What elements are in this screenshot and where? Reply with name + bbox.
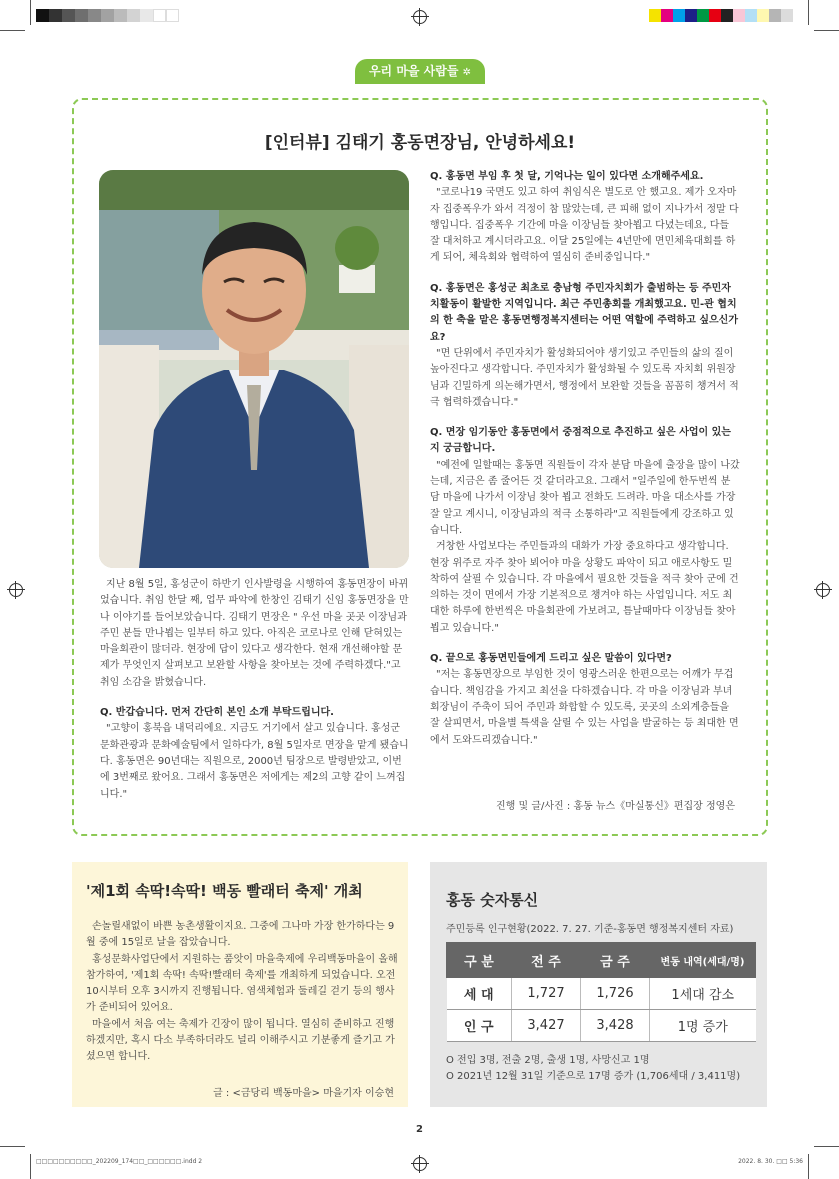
population-table bbox=[446, 942, 756, 1042]
answer-4a: "예전에 일할때는 홍동면 직원들이 각자 분담 마을에 출장을 많이 나갔는데, 지금은 좀 줄어든 것 같더라고요. 그래서 "일주일에 한두번씩 분담 마을에 나가서 이장님 찾아 뵙고 전화도 드려라. 마을 대소사를 가장 잘 알고 계시니, 이장님과의 적극 소통하라"고 직원들에게 강조하고 있습니다. bbox=[430, 459, 740, 536]
intro-paragraph: 지난 8월 5일, 홍성군이 하반기 인사발령을 시행하여 홍동면장이 바뀌었습니다. 취임 한달 째, 업무 파악에 한창인 김태기 신임 홍동면장을 만나 이야기를 들어보았습니다. 김태기 면장은 " 우선 마을 곳곳 이장님과 주민 분들 만나뵙는 일부터 하고 있다. 아직은 코로나로 인해 닫혀있는 마을회관이 많더라. 현장에 답이 있다고 생각한다. 현재 개선해야할 문제가 무엇인지 살펴보고 보완할 사항을 찾아보는 것에 주력하겠다."고 취임 소감을 밝혔습니다. bbox=[100, 579, 409, 688]
table-cell: 1,727 bbox=[512, 978, 581, 1010]
answer-3: "면 단위에서 주민자치가 활성화되어야 생기있고 주민들의 삶의 질이 높아진다고 생각합니다. 주민자치가 활성화될 수 있도록 자치회 위원장님과 긴밀하게 의논해가면서, 행정에서 보완할 것들을 꼼꼼히 챙겨서 적극 협력하겠습니다." bbox=[430, 347, 739, 408]
section-tag-label: 우리 마을 사람들 bbox=[368, 64, 459, 78]
table-header-cell: 전 주 bbox=[512, 943, 581, 978]
festival-body bbox=[86, 919, 398, 1066]
numbers-note: O 전입 3명, 전출 2명, 출생 1명, 사망신고 1명 bbox=[446, 1055, 650, 1066]
table-row bbox=[447, 978, 756, 1010]
numbers-title: 홍동 숫자통신 bbox=[446, 891, 539, 909]
answer-5: "저는 홍동면장으로 부임한 것이 영광스러운 한편으로는 어깨가 무겁습니다. 책임감을 가지고 최선을 다하겠습니다. 각 마을 이장님과 부녀회장님이 주축이 되어 주민과 화합할 수 있도록, 곳곳의 소외계층들을 잘 살피면서, 마을별 특색을 살릴 수 있는 사업을 발굴하는 등 최대한 면에서 도와드리겠습니다." bbox=[430, 669, 739, 746]
table-header-cell: 변동 내역(세대/명) bbox=[650, 943, 756, 978]
answer-2: "코로나19 국면도 있고 하여 취임식은 별도로 안 했고요. 제가 오자마자 집중폭우가 와서 걱정이 참 많았는데, 큰 피해 없이 지나가서 정말 다행입니다. 집중폭우 기간에 마을 이장님들 찾아뵙고 다녔는데요, 다들 잘 대처하고 계시더라고요. 이달 25일에는 4년만에 면민체육대회를 하게 되어, 체육회와 협력하여 열심히 준비중입니다." bbox=[430, 187, 739, 264]
table-cell: 1세대 감소 bbox=[650, 978, 756, 1010]
registration-mark-top bbox=[413, 10, 427, 24]
article-right-column bbox=[430, 169, 740, 749]
table-cell: 1명 증가 bbox=[650, 1010, 756, 1042]
date-slug: 2022. 8. 30. □□ 5:36 bbox=[738, 1158, 803, 1165]
article-left-column bbox=[100, 577, 410, 803]
portrait-illustration bbox=[99, 170, 409, 568]
registration-mark-left bbox=[9, 583, 23, 597]
numbers-box bbox=[430, 862, 767, 1107]
question-2: Q. 홍동면 부임 후 첫 달, 기억나는 일이 있다면 소개해주세요. bbox=[430, 171, 704, 182]
question-5: Q. 끝으로 홍동면민들에게 드리고 싶은 말씀이 있다면? bbox=[430, 653, 672, 665]
festival-paragraph: 손놀릴새없이 바쁜 농촌생활이지요. 그중에 그나마 가장 한가하다는 9월 중에 15일로 날을 잡았습니다. bbox=[86, 921, 395, 949]
registration-mark-bottom bbox=[413, 1157, 427, 1171]
page-number: 2 bbox=[416, 1124, 423, 1135]
section-tag bbox=[355, 59, 485, 84]
file-slug: □□□□□□□□□□_202209_174□□_□□□□□□.indd 2 bbox=[36, 1158, 203, 1165]
table-cell: 3,428 bbox=[581, 1010, 650, 1042]
table-cell: 인 구 bbox=[447, 1010, 512, 1042]
table-header-row bbox=[447, 943, 756, 978]
table-header-cell: 금 주 bbox=[581, 943, 650, 978]
question-1: Q. 반갑습니다. 먼저 간단히 본인 소개 부탁드립니다. bbox=[100, 707, 334, 719]
festival-paragraph: 홍성문화사업단에서 지원하는 품앗이 마을축제에 우리백동마을이 올해 참가하여, '제1회 속딱! 속딱!빨래터 축제'를 개최하게 되었습니다. 오전 10시부터 오후 3시까지 진행됩니다. 염색체험과 둘레길 걷기 등의 행사가 준비되어 있어요. bbox=[86, 953, 398, 1014]
festival-title: '제1회 속딱!속딱! 백동 빨래터 축제' 개최 bbox=[86, 882, 363, 900]
question-3: Q. 홍동면은 홍성군 최초로 충남형 주민자치회가 출범하는 등 주민자치활동이 활발한 지역입니다. 최근 주민총회를 개최했고요. 민-관 협치의 한 축을 맡은 홍동면행정복지센터는 어떤 역할에 주력하고 싶으신가요? bbox=[430, 282, 738, 343]
table-row bbox=[447, 1010, 756, 1042]
festival-signature: 글 : <금당리 백동마을> 마을기자 이승현 bbox=[213, 1088, 394, 1099]
answer-4b: 거창한 사업보다는 주민들과의 대화가 가장 중요하다고 생각합니다. 현장 위주로 자주 찾아 뵈어야 마을 상황도 파악이 되고 애로사항도 밀착하여 살필 수 있습니다. 각 마을에서 필요한 것들을 적극 찾아 군에 건의하는 것이 면에서 가장 기본적으로 챙겨야 하는 사업입니다. 저도 최대한 하루에 한번씩은 마을회관에 가보려고, 틈날때마다 이장님들 찾아뵙고 있습니다." bbox=[430, 541, 739, 634]
table-cell: 세 대 bbox=[447, 978, 512, 1010]
table-header-cell: 구 분 bbox=[447, 943, 512, 978]
festival-box bbox=[72, 862, 408, 1107]
interview-photo bbox=[99, 170, 409, 568]
sparkle-icon: ✲ bbox=[462, 67, 472, 78]
festival-paragraph: 마을에서 처음 여는 축제가 긴장이 많이 됩니다. 열심히 준비하고 진행하겠지만, 혹시 다소 부족하더라도 널리 이해주시고 기분좋게 즐기고 가셨으면 합니다. bbox=[86, 1018, 395, 1063]
article-credit: 진행 및 글/사진 : 홍동 뉴스《마실통신》편집장 정영은 bbox=[495, 801, 735, 812]
registration-mark-right bbox=[816, 583, 830, 597]
article-title: [인터뷰] 김태기 홍동면장님, 안녕하세요! bbox=[264, 133, 576, 153]
table-cell: 3,427 bbox=[512, 1010, 581, 1042]
numbers-subtitle: 주민등록 인구현황(2022. 7. 27. 기준-홍동면 행정복지센터 자료) bbox=[446, 924, 734, 935]
numbers-note: O 2021년 12월 31일 기준으로 17명 증가 (1,706세대 / 3,411명) bbox=[446, 1071, 741, 1082]
table-cell: 1,726 bbox=[581, 978, 650, 1010]
question-4: Q. 면장 임기동안 홍동면에서 중점적으로 추진하고 싶은 사업이 있는지 궁금합니다. bbox=[430, 427, 731, 455]
answer-1: "고향이 홍북읍 내덕리에요. 지금도 거기에서 살고 있습니다. 홍성군 문화관광과 문화예술팀에서 일하다가, 8월 5일자로 면장을 맡게 됐습니다. 홍동면은 90년대는 직원으로, 2000년 팀장으로 발령받았고, 이번에 3번째로 왔어요. 그래서 홍동면은 저에게는 제2의 고향 같이 느껴집니다." bbox=[100, 723, 409, 800]
